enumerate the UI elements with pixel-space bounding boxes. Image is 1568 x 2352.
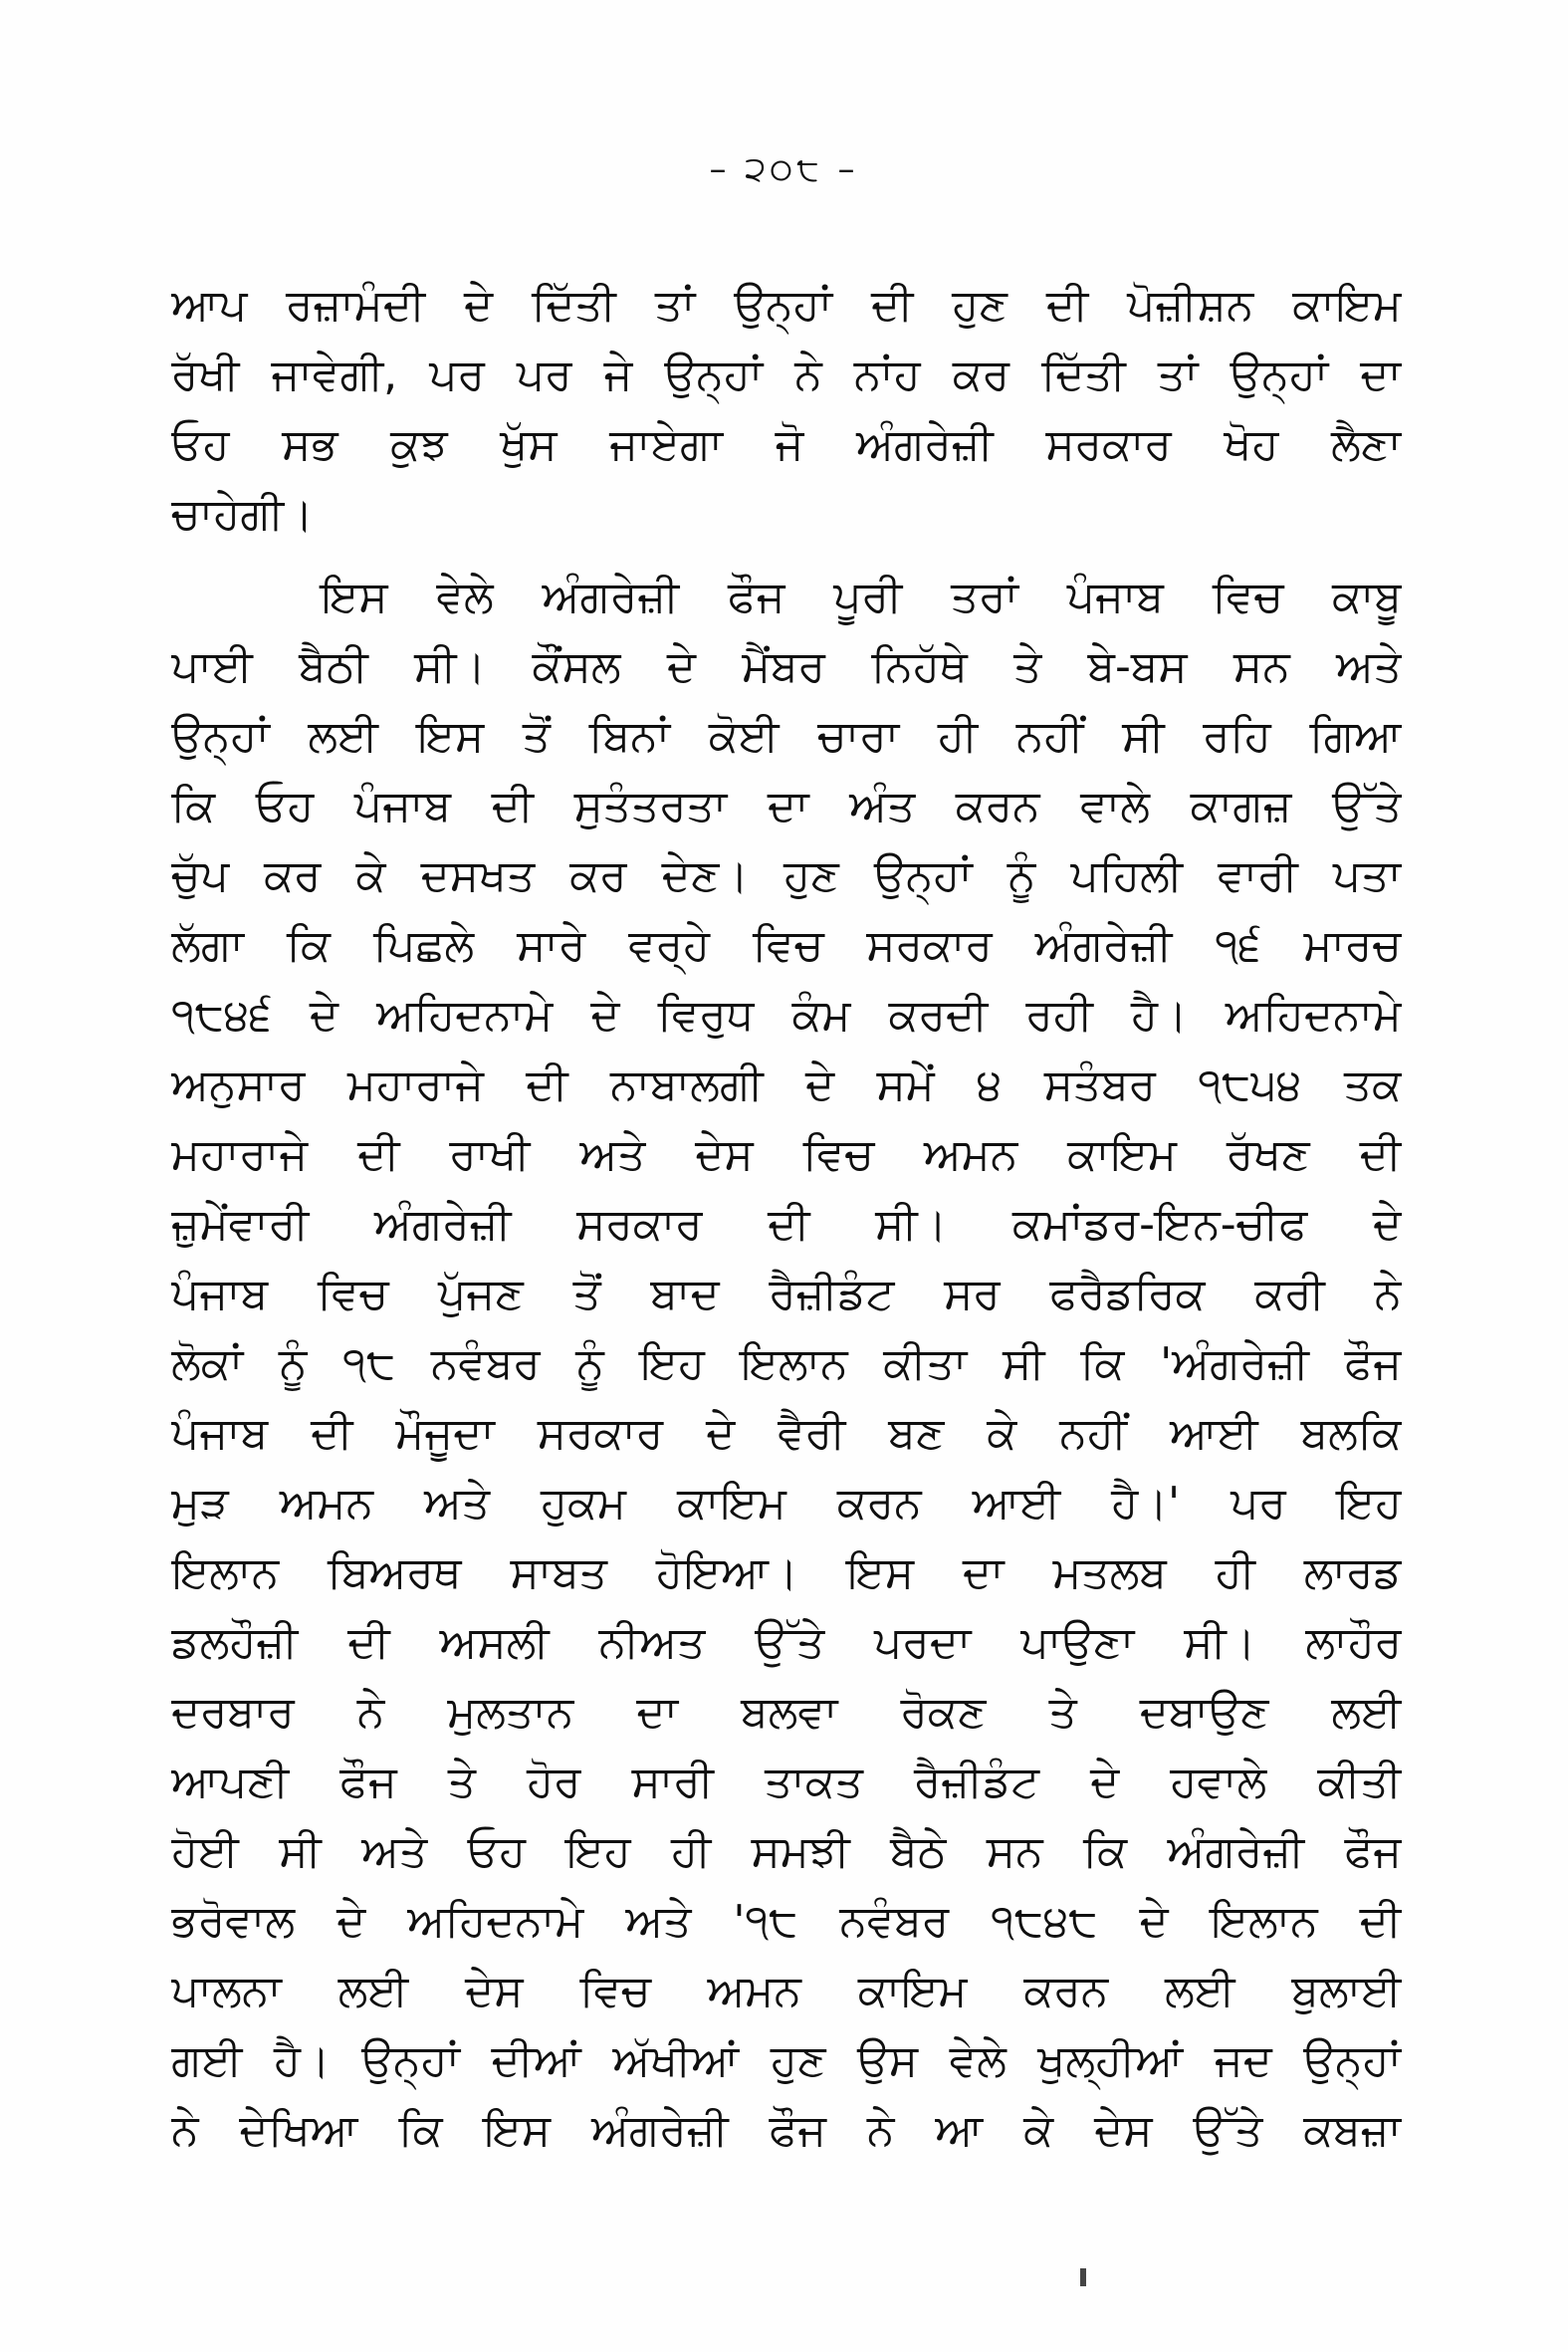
text-line: ਦਰਬਾਰ ਨੇ ਮੁਲਤਾਨ ਦਾ ਬਲਵਾ ਰੋਕਣ ਤੇ ਦਬਾਉਣ ਲਈ bbox=[171, 1687, 1402, 1738]
text-line: ਪੰਜਾਬ ਵਿਚ ਪੁੱਜਣ ਤੋਂ ਬਾਦ ਰੈਜ਼ੀਡੰਟ ਸਰ ਫਰੈਡਰਿਕ ਕਰੀ ਨੇ bbox=[171, 1269, 1402, 1319]
text-line: ਗਈ ਹੈ। ਉਨ੍ਹਾਂ ਦੀਆਂ ਅੱਖੀਆਂ ਹੁਣ ਉਸ ਵੇਲੇ ਖੁਲ੍ਹੀਆਂ ਜਦ ਉਨ੍ਹਾਂ bbox=[171, 2035, 1402, 2086]
text-line: ੧੮੪੬ ਦੇ ਅਹਿਦਨਾਮੇ ਦੇ ਵਿਰੁਧ ਕੰਮ ਕਰਦੀ ਰਹੀ ਹੈ। ਅਹਿਦਨਾਮੇ bbox=[171, 990, 1402, 1041]
text-line: ਮੁੜ ਅਮਨ ਅਤੇ ਹੁਕਮ ਕਾਇਮ ਕਰਨ ਆਈ ਹੈ।' ਪਰ ਇਹ bbox=[171, 1478, 1402, 1529]
text-line: ਰੱਖੀ ਜਾਵੇਗੀ, ਪਰ ਪਰ ਜੇ ਉਨ੍ਹਾਂ ਨੇ ਨਾਂਹ ਕਰ ਦਿੱਤੀ ਤਾਂ ਉਨ੍ਹਾਂ ਦਾ bbox=[171, 350, 1402, 400]
text-line: ਹੋਈ ਸੀ ਅਤੇ ਓਹ ਇਹ ਹੀ ਸਮਝੀ ਬੈਠੇ ਸਨ ਕਿ ਅੰਗਰੇਜ਼ੀ ਫੌਜ bbox=[171, 1826, 1402, 1877]
text-line: ਉਨ੍ਹਾਂ ਲਈ ਇਸ ਤੋਂ ਬਿਨਾਂ ਕੋਈ ਚਾਰਾ ਹੀ ਨਹੀਂ ਸੀ ਰਹਿ ਗਿਆ bbox=[171, 711, 1402, 762]
text-line: ਓਹ ਸਭ ਕੁਝ ਖੁੱਸ ਜਾਏਗਾ ਜੋ ਅੰਗਰੇਜ਼ੀ ਸਰਕਾਰ ਖੋਹ ਲੈਣਾ bbox=[171, 419, 1402, 470]
text-line: ਪੰਜਾਬ ਦੀ ਮੌਜੂਦਾ ਸਰਕਾਰ ਦੇ ਵੈਰੀ ਬਣ ਕੇ ਨਹੀਂ ਆਈ ਬਲਕਿ bbox=[171, 1408, 1402, 1459]
text-line: ਆਪ ਰਜ਼ਾਮੰਦੀ ਦੇ ਦਿੱਤੀ ਤਾਂ ਉਨ੍ਹਾਂ ਦੀ ਹੁਣ ਦੀ ਪੋਜ਼ੀਸ਼ਨ ਕਾਇਮ bbox=[171, 280, 1402, 331]
text-line: ਆਪਣੀ ਫੌਜ ਤੇ ਹੋਰ ਸਾਰੀ ਤਾਕਤ ਰੈਜ਼ੀਡੰਟ ਦੇ ਹਵਾਲੇ ਕੀਤੀ bbox=[171, 1757, 1402, 1807]
paragraph-1 bbox=[171, 271, 1402, 550]
text-line: ਕਿ ਓਹ ਪੰਜਾਬ ਦੀ ਸੁਤੰਤਰਤਾ ਦਾ ਅੰਤ ਕਰਨ ਵਾਲੇ ਕਾਗਜ਼ ਉੱਤੇ bbox=[171, 781, 1402, 831]
text-line: ਮਹਾਰਾਜੇ ਦੀ ਰਾਖੀ ਅਤੇ ਦੇਸ ਵਿਚ ਅਮਨ ਕਾਇਮ ਰੱਖਣ ਦੀ bbox=[171, 1129, 1402, 1180]
text-line: ਪਾਈ ਬੈਠੀ ਸੀ। ਕੌਂਸਲ ਦੇ ਮੈਂਬਰ ਨਿਹੱਥੇ ਤੇ ਬੇ-ਬਸ ਸਨ ਅਤੇ bbox=[171, 641, 1402, 692]
text-line: ਚੁੱਪ ਕਰ ਕੇ ਦਸਖਤ ਕਰ ਦੇਣ। ਹੁਣ ਉਨ੍ਹਾਂ ਨੂੰ ਪਹਿਲੀ ਵਾਰੀ ਪਤਾ bbox=[171, 850, 1402, 901]
text-line: ਚਾਹੇਗੀ। bbox=[171, 489, 314, 540]
text-line: ਇਲਾਨ ਬਿਅਰਥ ਸਾਬਤ ਹੋਇਆ। ਇਸ ਦਾ ਮਤਲਬ ਹੀ ਲਾਰਡ bbox=[171, 1547, 1402, 1598]
text-line: ਡਲਹੌਜ਼ੀ ਦੀ ਅਸਲੀ ਨੀਅਤ ਉੱਤੇ ਪਰਦਾ ਪਾਉਣਾ ਸੀ। ਲਾਹੌਰ bbox=[171, 1617, 1402, 1668]
paragraph-2 bbox=[171, 563, 1402, 2166]
text-line: ਪਾਲਨਾ ਲਈ ਦੇਸ ਵਿਚ ਅਮਨ ਕਾਇਮ ਕਰਨ ਲਈ ਬੁਲਾਈ bbox=[171, 1966, 1402, 2016]
print-speck bbox=[1080, 2268, 1086, 2286]
text-line: ਨੇ ਦੇਖਿਆ ਕਿ ਇਸ ਅੰਗਰੇਜ਼ੀ ਫੌਜ ਨੇ ਆ ਕੇ ਦੇਸ ਉੱਤੇ ਕਬਜ਼ਾ bbox=[171, 2105, 1402, 2156]
page-number: – ੨੦੮ – bbox=[709, 149, 859, 189]
text-line: ਲੱਗਾ ਕਿ ਪਿਛਲੇ ਸਾਰੇ ਵਰ੍ਹੇ ਵਿਚ ਸਰਕਾਰ ਅੰਗਰੇਜ਼ੀ ੧੬ ਮਾਰਚ bbox=[171, 920, 1402, 971]
text-line: ਅਨੁਸਾਰ ਮਹਾਰਾਜੇ ਦੀ ਨਾਬਾਲਗੀ ਦੇ ਸਮੇਂ ੪ ਸਤੰਬਰ ੧੮੫੪ ਤਕ bbox=[171, 1059, 1402, 1110]
text-line: ਜ਼ੁਮੇਂਵਾਰੀ ਅੰਗਰੇਜ਼ੀ ਸਰਕਾਰ ਦੀ ਸੀ। ਕਮਾਂਡਰ-ਇਨ-ਚੀਫ ਦੇ bbox=[171, 1199, 1402, 1250]
text-line: ਲੋਕਾਂ ਨੂੰ ੧੮ ਨਵੰਬਰ ਨੂੰ ਇਹ ਇਲਾਨ ਕੀਤਾ ਸੀ ਕਿ 'ਅੰਗਰੇਜ਼ੀ ਫੌਜ bbox=[171, 1338, 1402, 1389]
text-line: ਇਸ ਵੇਲੇ ਅੰਗਰੇਜ਼ੀ ਫੌਜ ਪੂਰੀ ਤਰਾਂ ਪੰਜਾਬ ਵਿਚ ਕਾਬੂ bbox=[321, 572, 1402, 622]
text-line: ਭਰੋਵਾਲ ਦੇ ਅਹਿਦਨਾਮੇ ਅਤੇ '੧੮ ਨਵੰਬਰ ੧੮੪੮ ਦੇ ਇਲਾਨ ਦੀ bbox=[171, 1896, 1402, 1947]
